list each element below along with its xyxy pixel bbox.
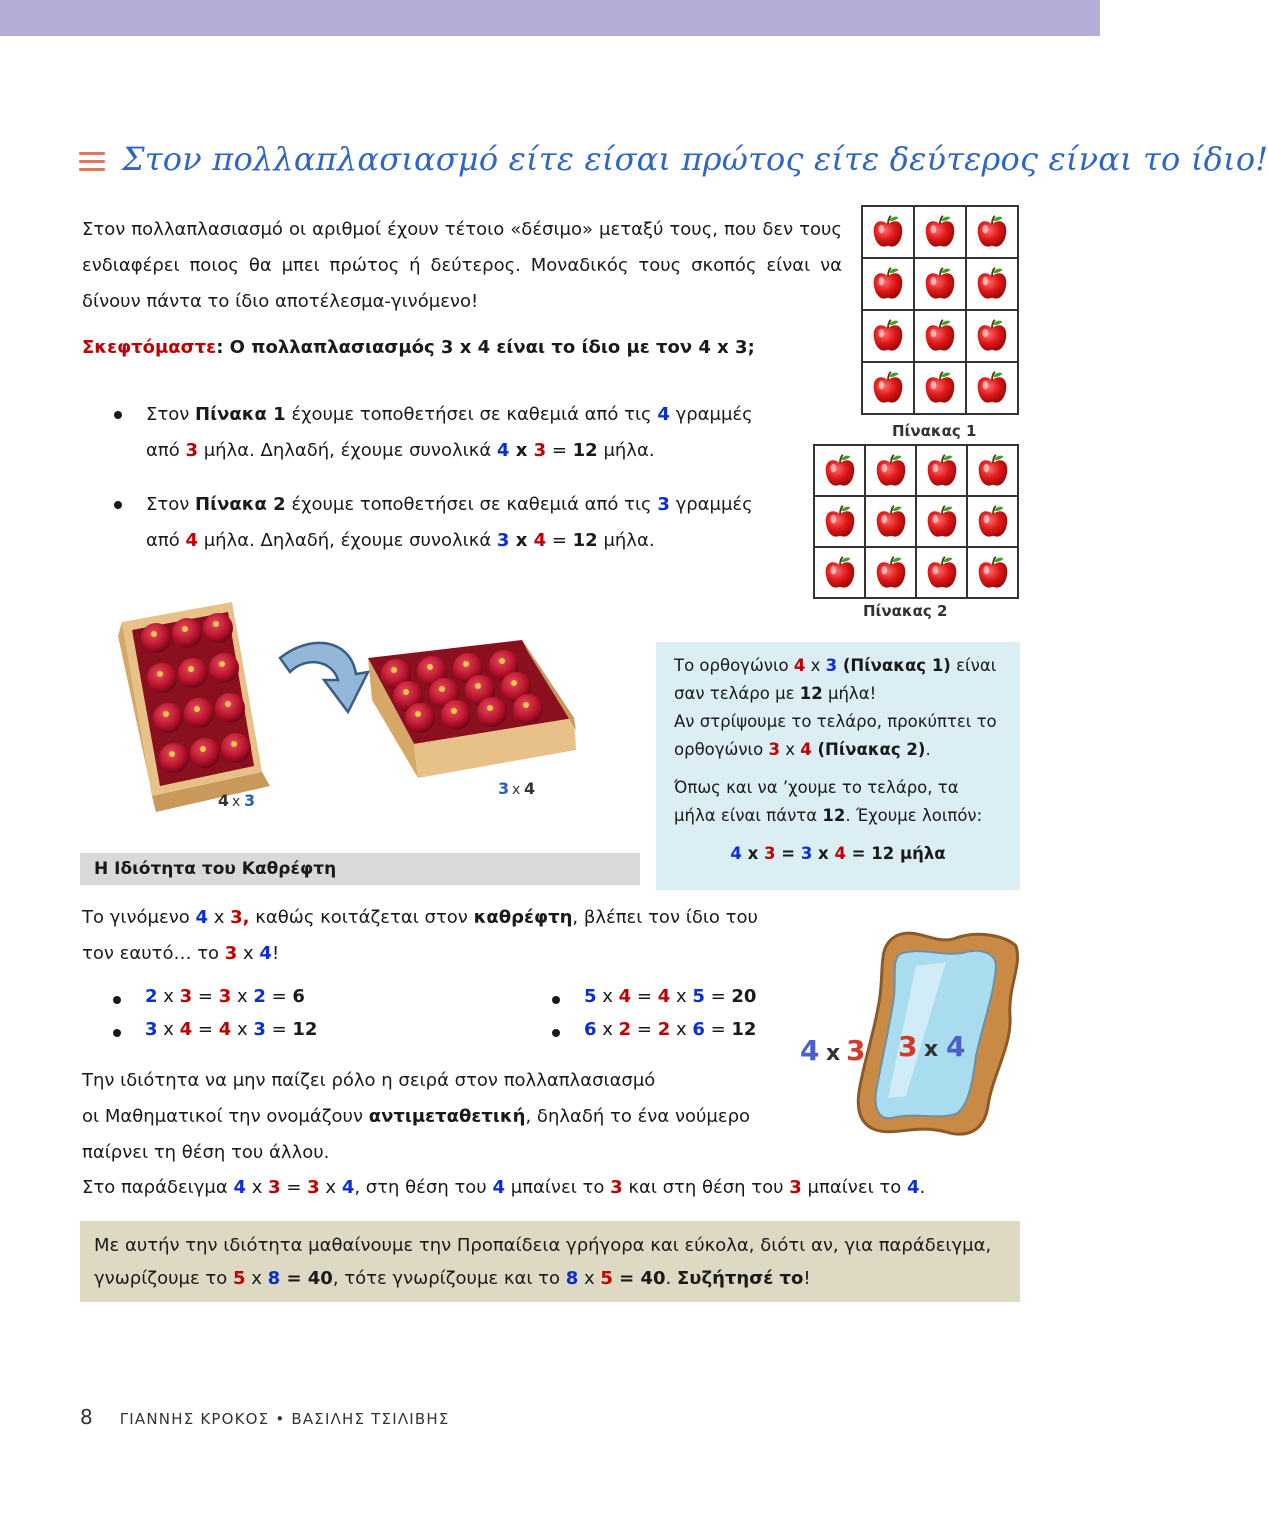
ex-x: x [319, 1177, 342, 1198]
apple-table-2 [813, 444, 1019, 599]
mirror-n: 3 [224, 943, 238, 964]
curved-arrow-icon [280, 643, 368, 712]
question-label: Σκεφτόμαστε [82, 337, 217, 358]
info-x: x [741, 844, 764, 863]
apple-icon [872, 452, 910, 490]
crate-apple [513, 694, 543, 724]
apple-cell [967, 445, 1018, 496]
info-t: μήλα! [822, 684, 877, 703]
apple-cell [862, 310, 914, 362]
eq-a: 6 [584, 1019, 597, 1040]
equation-item [584, 986, 756, 1007]
apple-cell [967, 547, 1018, 598]
crate-apple-stem [391, 667, 397, 673]
eq-result: 20 [731, 986, 757, 1007]
eq-b: 3 [179, 986, 193, 1007]
bullet-dot [113, 996, 121, 1004]
ex-t: . [919, 1177, 926, 1198]
eq-result: 12 [292, 1019, 318, 1040]
eq-b: 4 [179, 1019, 193, 1040]
info-n: 3 [768, 740, 780, 759]
bullet-dot [552, 1029, 560, 1037]
fb-x: x [245, 1268, 268, 1289]
eq-a: 2 [145, 986, 158, 1007]
crate-apple [477, 697, 507, 727]
fb-eq: = 40 [612, 1268, 666, 1289]
ex-t: μπαίνει το [504, 1177, 611, 1198]
ex-n: 4 [233, 1177, 246, 1198]
eq-eq: = [704, 986, 732, 1007]
question-text: : Ο πολλαπλασιασμός 3 x 4 είναι το ίδιο με τον 4 x 3; [216, 337, 755, 358]
b1-a: 4 [496, 440, 510, 461]
b1-t4: μήλα. Δηλαδή, έχουμε συνολικά [197, 440, 497, 461]
eq-eq: = [265, 1019, 293, 1040]
eq-c: 3 [218, 986, 232, 1007]
crate-apple [190, 738, 220, 768]
info-x: x [779, 740, 801, 759]
fb-n: 8 [565, 1268, 579, 1289]
eq-b: 4 [618, 986, 632, 1007]
ex-n: 4 [492, 1177, 505, 1198]
ex-n: 3 [268, 1177, 281, 1198]
fb-bold: Συζήτησέ το [677, 1268, 804, 1289]
info-x: x [805, 656, 826, 675]
eq-d: 3 [253, 1019, 266, 1040]
crate-apple-stem [163, 711, 169, 717]
apple-icon [921, 317, 959, 355]
info-x: x [812, 844, 835, 863]
apple-icon [973, 213, 1011, 251]
crate-apple-stem [151, 631, 157, 637]
eq-d: 6 [692, 1019, 705, 1040]
fb-eq: = 40 [280, 1268, 333, 1289]
apple-icon [872, 554, 910, 592]
b2-b: 4 [533, 530, 547, 551]
b2-t4: μήλα. Δηλαδή, έχουμε συνολικά [197, 530, 497, 551]
b2-eq: = [546, 530, 573, 551]
eq-eq: = [192, 1019, 219, 1040]
apple-icon [923, 503, 961, 541]
crate-apple-stem [157, 671, 163, 677]
page-footer [80, 1405, 450, 1429]
info-n: 4 [730, 844, 742, 863]
crate-apple [209, 653, 239, 683]
apple-cell [916, 445, 967, 496]
eq-a: 3 [145, 1019, 158, 1040]
crate-apple [441, 700, 471, 730]
ex-n: 4 [341, 1177, 355, 1198]
info-result: = 12 μήλα [845, 844, 946, 863]
apple-icon [974, 503, 1012, 541]
crate-apple-stem [182, 626, 188, 632]
mirror-t: καθώς κοιτάζεται στον [249, 907, 474, 928]
eq-b: 2 [618, 1019, 632, 1040]
apple-cell [916, 496, 967, 547]
ex-t: μπαίνει το [801, 1177, 907, 1198]
b2-t2: έχουμε τοποθετήσει σε καθεμιά από τις [285, 494, 658, 515]
mirror-t: ! [271, 943, 280, 964]
page-title: Στον πολλαπλασιασμό είτε είσαι πρώτος είτε δεύτερος είναι το ίδιο! [122, 140, 1268, 178]
eq-d: 2 [253, 986, 266, 1007]
menu-lines-icon [79, 152, 105, 172]
bullet-dot [113, 1029, 121, 1037]
apple-cell [862, 258, 914, 310]
apple-crates-illustration [110, 600, 600, 820]
right-crate-label-a: 3 [498, 779, 510, 798]
mirror-x: x [208, 907, 231, 928]
ex-n: 4 [906, 1177, 920, 1198]
ex-x: x [246, 1177, 269, 1198]
eq-eq: = [631, 1019, 658, 1040]
comm-t: οι Μαθηματικοί την ονομάζουν [82, 1106, 369, 1127]
equation-item [145, 986, 305, 1007]
b1-x: x [509, 440, 534, 461]
b2-a: 3 [496, 530, 510, 551]
b2-table-name: Πίνακα 2 [195, 494, 286, 515]
info-t: Όπως και να ’χουμε το τελάρο, τα μήλα είναι πάντα [674, 778, 959, 825]
crate-apple-stem [200, 746, 206, 752]
info-line-2 [674, 708, 1002, 764]
crate-apple-stem [194, 706, 200, 712]
section-heading: Η Ιδιότητα του Καθρέφτη [80, 853, 640, 885]
info-line-3 [674, 774, 1002, 830]
apple-cell [914, 362, 966, 414]
highlight-box [80, 1221, 1020, 1302]
eq-x: x [231, 986, 254, 1007]
crate-apple [153, 703, 183, 733]
info-n: 4 [800, 740, 812, 759]
b2-x: x [509, 530, 534, 551]
eq-c: 4 [218, 1019, 232, 1040]
apple-cell [865, 547, 916, 598]
b1-t5: μήλα. [597, 440, 655, 461]
right-crate-label-x: x [512, 782, 521, 798]
info-table: (Πίνακας 1) [837, 656, 951, 675]
eq-a: 5 [584, 986, 597, 1007]
b2-t1: Στον [146, 494, 195, 515]
ex-t: , στη θέση του [354, 1177, 493, 1198]
mirror-n: 4 [259, 943, 272, 964]
eq-result: 12 [731, 1019, 757, 1040]
crate-apple-stem [487, 705, 493, 711]
crate-apple-stem [231, 741, 237, 747]
crate-apple [141, 623, 171, 653]
apple-cell [814, 496, 865, 547]
info-n: 4 [834, 844, 846, 863]
b1-t1: Στον [146, 404, 195, 425]
left-crate-label-b: 3 [244, 791, 256, 810]
crate-apple-stem [415, 711, 421, 717]
apple-cell [966, 310, 1018, 362]
info-n: 4 [793, 656, 806, 675]
crate-vertical [118, 602, 270, 812]
eq-x: x [596, 986, 619, 1007]
mirror-t: Το γινόμενο [82, 907, 196, 928]
apple-icon [973, 317, 1011, 355]
crate-apple-stem [219, 661, 225, 667]
b1-n1: 4 [657, 404, 670, 425]
b2-n1: 3 [657, 494, 670, 515]
apple-cell [966, 258, 1018, 310]
mirror-bold: καθρέφτη [473, 907, 573, 928]
apple-cell [967, 496, 1018, 547]
crate-apple-stem [463, 661, 469, 667]
fb-n: 8 [267, 1268, 281, 1289]
apple-icon [921, 213, 959, 251]
mirror-t: , βλέπει τον ίδιο του τον εαυτό… το [82, 907, 758, 964]
equation-item [584, 1019, 756, 1040]
apple-cell [914, 206, 966, 258]
info-t: Αν στρίψουμε το τελάρο, προκύπτει το ορθογώνιο [674, 712, 997, 759]
fb-x: x [578, 1268, 601, 1289]
top-color-bar [0, 0, 1100, 36]
crate-apple-stem [427, 664, 433, 670]
info-n: 3 [825, 656, 838, 675]
crate-apple [405, 703, 435, 733]
crate-apple-stem [523, 702, 529, 708]
eq-x: x [231, 1019, 254, 1040]
bullet-dot [114, 501, 122, 509]
crate-apple-stem [439, 686, 445, 692]
apple-cell [966, 206, 1018, 258]
apple-cell [814, 445, 865, 496]
b1-t3: γραμμές από [146, 404, 753, 461]
fb-t: Με αυτήν την ιδιότητα μαθαίνουμε την Προπαίδεια γρήγορα και εύκολα, διότι αν, για παράδειγμα, γνωρίζουμε το [94, 1235, 992, 1289]
info-t: . Έχουμε λοιπόν: [845, 806, 983, 825]
ex-eq: = [280, 1177, 308, 1198]
apple-icon [921, 265, 959, 303]
eq-result: 6 [292, 986, 305, 1007]
apple-icon [869, 317, 907, 355]
eq-eq: = [704, 1019, 732, 1040]
b2-t5: μήλα. [597, 530, 655, 551]
b1-b: 3 [533, 440, 547, 461]
apple-icon [869, 265, 907, 303]
info-eq: = [775, 844, 801, 863]
authors: ΓΙΑΝΝΗΣ ΚΡΟΚΟΣ • ΒΑΣΙΛΗΣ ΤΣΙΛΙΒΗΣ [119, 1410, 450, 1428]
info-t: Το ορθογώνιο [674, 656, 794, 675]
apple-cell [865, 445, 916, 496]
eq-c: 4 [657, 986, 671, 1007]
fb-t: , τότε γνωρίζουμε και το [332, 1268, 566, 1289]
crate-apple-stem [499, 658, 505, 664]
page-number: 8 [80, 1405, 94, 1429]
table1-caption: Πίνακας 1 [892, 422, 977, 440]
apple-cell [865, 496, 916, 547]
b1-t2: έχουμε τοποθετήσει σε καθεμιά από τις [285, 404, 658, 425]
comm-line-2 [82, 1099, 802, 1135]
crate-apple-stem [403, 689, 409, 695]
ex-t: και στη θέση του [622, 1177, 790, 1198]
apple-icon [921, 369, 959, 407]
apple-icon [821, 452, 859, 490]
mirror-n: 3, [230, 907, 250, 928]
eq-eq: = [631, 986, 658, 1007]
equation-item [145, 1019, 317, 1040]
eq-d: 5 [692, 986, 705, 1007]
fb-t: . [665, 1268, 677, 1289]
apple-table-1 [861, 205, 1019, 415]
crate-apple [215, 693, 245, 723]
crate-apple [221, 733, 251, 763]
bullet-table2 [114, 487, 774, 559]
apple-cell [916, 547, 967, 598]
crate-apple [178, 658, 208, 688]
mirror-x: x [237, 943, 260, 964]
crate-apple [203, 613, 233, 643]
bullet-table1 [114, 397, 774, 469]
intro-paragraph: Στον πολλαπλασιασμό οι αριθμοί έχουν τέτοιο «δέσιμο» μεταξύ τους, που δεν τους ενδιαφέρει ποιος θα μπει πρώτος ή δεύτερος. Μοναδικός τους σκοπός είναι να δίνουν πάντα το ίδιο αποτέλεσμα-γινόμενο! [82, 219, 842, 312]
question-line [82, 337, 755, 358]
ex-n: 3 [307, 1177, 320, 1198]
info-formula [674, 840, 1002, 868]
b1-table-name: Πίνακα 1 [195, 404, 286, 425]
mirror-label-l-x: x [826, 1041, 841, 1066]
crate-apple-stem [225, 701, 231, 707]
apple-icon [872, 503, 910, 541]
mirror-label-r-b: 4 [946, 1030, 966, 1063]
eq-x: x [670, 986, 693, 1007]
info-t: είναι σαν τελάρο με [674, 656, 997, 703]
eq-eq: = [192, 986, 219, 1007]
crate-apple [172, 618, 202, 648]
ex-n: 3 [789, 1177, 802, 1198]
left-crate-label-a: 4 [218, 791, 230, 810]
crate-apple-stem [475, 683, 481, 689]
eq-x: x [157, 986, 180, 1007]
info-table: (Πίνακας 2) [811, 740, 926, 759]
mirror-label-r-a: 3 [898, 1030, 918, 1063]
crate-apple-stem [451, 708, 457, 714]
b1-res: 12 [572, 440, 598, 461]
apple-cell [966, 362, 1018, 414]
mirror-label-r-x: x [924, 1037, 939, 1062]
info-n: 12 [822, 806, 846, 825]
apple-cell [814, 547, 865, 598]
info-n: 3 [764, 844, 776, 863]
comm-line-3: παίρνει τη θέση του άλλου. [82, 1142, 330, 1163]
ex-n: 3 [610, 1177, 623, 1198]
b1-eq: = [546, 440, 573, 461]
mirror-n: 4 [195, 907, 209, 928]
crate-apple-stem [188, 666, 194, 672]
mirror-label-l-b: 3 [846, 1034, 866, 1067]
apple-icon [821, 554, 859, 592]
info-n: 12 [799, 684, 823, 703]
apple-cell [914, 258, 966, 310]
example-line [82, 1172, 925, 1204]
apple-icon [973, 265, 1011, 303]
commutative-paragraph [82, 1063, 802, 1171]
apple-icon [974, 452, 1012, 490]
apple-icon [923, 554, 961, 592]
apple-icon [869, 369, 907, 407]
apple-cell [862, 206, 914, 258]
apple-icon [821, 503, 859, 541]
fb-n: 5 [600, 1268, 613, 1289]
crate-apple-stem [169, 751, 175, 757]
eq-x: x [157, 1019, 180, 1040]
apple-cell [914, 310, 966, 362]
eq-x: x [596, 1019, 619, 1040]
comm-bold: αντιμεταθετική [368, 1106, 526, 1127]
eq-c: 2 [657, 1019, 671, 1040]
comm-t: , δηλαδή το ένα νούμερο [525, 1106, 751, 1127]
apple-cell [862, 362, 914, 414]
eq-x: x [670, 1019, 693, 1040]
apple-icon [973, 369, 1011, 407]
info-line-1 [674, 652, 1002, 708]
mirror-frame-icon [796, 926, 1026, 1142]
info-box [656, 642, 1020, 890]
mirror-paragraph [82, 900, 782, 972]
crate-apple-stem [213, 621, 219, 627]
eq-eq: = [265, 986, 293, 1007]
crate-apple [159, 743, 189, 773]
b2-res: 12 [572, 530, 598, 551]
crate-apple-stem [511, 680, 517, 686]
apple-icon [974, 554, 1012, 592]
bullet-dot [114, 411, 122, 419]
bullet-dot [552, 996, 560, 1004]
table2-caption: Πίνακας 2 [863, 602, 948, 620]
apple-icon [869, 213, 907, 251]
fb-n: 5 [233, 1268, 246, 1289]
b2-n2: 4 [185, 530, 198, 551]
ex-t: Στο παράδειγμα [82, 1177, 234, 1198]
crate-apple [184, 698, 214, 728]
info-t: . [925, 740, 931, 759]
b2-t3: γραμμές από [146, 494, 753, 551]
crate-horizontal [368, 640, 576, 778]
mirror-label-l-a: 4 [800, 1034, 820, 1067]
left-crate-label-x: x [232, 794, 241, 810]
info-n: 3 [800, 844, 813, 863]
crate-apple [147, 663, 177, 693]
apple-icon [923, 452, 961, 490]
right-crate-label-b: 4 [524, 779, 536, 798]
fb-t: ! [803, 1268, 811, 1289]
comm-line-1: Την ιδιότητα να μην παίζει ρόλο η σειρά στον πολλαπλασιασμό [82, 1070, 656, 1091]
b1-n2: 3 [185, 440, 198, 461]
